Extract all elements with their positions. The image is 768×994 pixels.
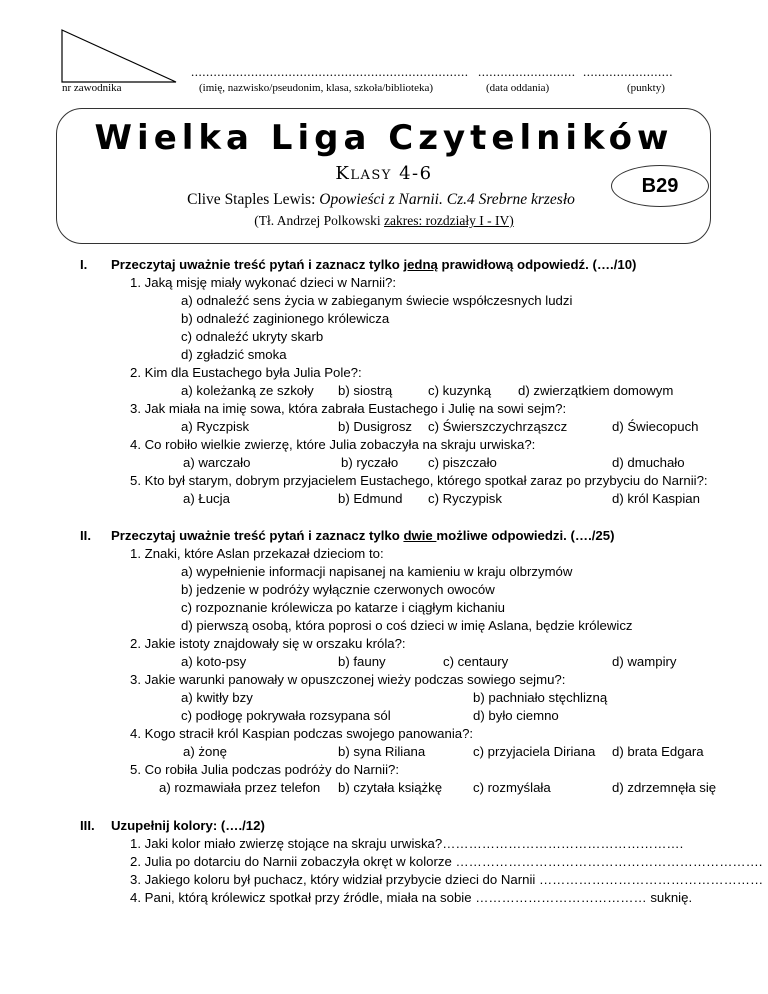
answer-option[interactable]: d) zgładzić smoka: [181, 347, 287, 362]
answer-option[interactable]: a) rozmawiała przez telefon: [159, 780, 321, 795]
section-3-numeral: III.: [80, 818, 95, 833]
answer-option[interactable]: a) odnaleźć sens życia w zabieganym świecie współczesnych ludzi: [181, 293, 573, 308]
answer-option[interactable]: c) piszczało: [428, 455, 497, 470]
page-title: Wielka Liga Czytelników: [94, 118, 674, 158]
answer-option[interactable]: b) syna Riliana: [338, 744, 426, 759]
section-2-instruction: [111, 528, 614, 544]
question: 2. Jakie istoty znajdowały się w orszaku króla?:: [130, 636, 406, 651]
scope: zakres: rozdziały I - IV): [384, 213, 514, 228]
answer-option[interactable]: d) brata Edgara: [612, 744, 704, 759]
instr-text: Przeczytaj uważnie treść pytań i zaznacz tylko: [111, 257, 404, 272]
answer-option[interactable]: a) Ryczpisk: [181, 419, 250, 434]
instr-points: możliwe odpowiedzi. (…./25): [436, 528, 615, 543]
answer-option[interactable]: a) koleżanką ze szkoły: [181, 383, 314, 398]
answer-option[interactable]: b) Dusigrosz: [338, 419, 413, 434]
question: 1. Jaką misję miały wykonać dzieci w Narnii?:: [130, 275, 397, 290]
instr-points: prawidłową odpowiedź. (…./10): [437, 257, 637, 272]
answer-option[interactable]: c) Ryczypisk: [428, 491, 502, 506]
instr-text: Przeczytaj uważnie treść pytań i zaznacz tylko: [111, 528, 404, 543]
answer-option[interactable]: a) wypełnienie informacji napisanej na kamieniu w kraju olbrzymów: [181, 564, 573, 579]
section-3-instruction: Uzupełnij kolory: (…./12): [111, 818, 265, 833]
book-author: Clive Staples Lewis:: [187, 191, 320, 208]
answer-option[interactable]: c) Świerszczychrząszcz: [428, 419, 568, 434]
fill-in-question[interactable]: 3. Jakiego koloru był puchacz, który widział przybycie dzieci do Narnii ……………………………………………: [130, 872, 764, 887]
answer-option[interactable]: c) podłogę pokrywała rozsypana sól: [181, 708, 391, 723]
answer-option[interactable]: c) odnaleźć ukryty skarb: [181, 329, 324, 344]
answer-option[interactable]: a) warczało: [183, 455, 251, 470]
question: 3. Jak miała na imię sowa, która zabrała Eustachego i Julię na sowi sejm?:: [130, 401, 567, 416]
question: 2. Kim dla Eustachego była Julia Pole?:: [130, 365, 362, 380]
answer-option[interactable]: d) wampiry: [612, 654, 677, 669]
quiz-code: B29: [641, 174, 679, 197]
section-1-numeral: I.: [80, 257, 88, 272]
points-field[interactable]: ........................: [583, 64, 673, 79]
answer-option[interactable]: b) siostrą: [338, 383, 393, 398]
answer-option[interactable]: b) czytała książkę: [338, 780, 443, 795]
answer-option[interactable]: d) zdrzemnęła się: [612, 780, 717, 795]
answer-option[interactable]: d) Świecopuch: [612, 419, 699, 434]
contestant-number-triangle: [60, 28, 180, 84]
answer-option[interactable]: b) odnaleźć zaginionego królewicza: [181, 311, 390, 326]
fill-in-question[interactable]: 1. Jaki kolor miało zwierzę stojące na skraju urwiska?……………………………………………….: [130, 836, 684, 851]
answer-option[interactable]: d) król Kaspian: [612, 491, 700, 506]
question: 3. Jakie warunki panowały w opuszczonej wieży podczas sowiego sejmu?:: [130, 672, 566, 687]
answer-option[interactable]: d) zwierzątkiem domowym: [518, 383, 674, 398]
quiz-code-badge: [611, 165, 709, 207]
answer-option[interactable]: a) koto-psy: [181, 654, 247, 669]
answer-option[interactable]: c) kuzynką: [428, 383, 492, 398]
answer-option[interactable]: c) centaury: [443, 654, 509, 669]
answer-option[interactable]: c) rozpoznanie królewicza po katarze i ciągłym kichaniu: [181, 600, 505, 615]
contestant-number-label: nr zawodnika: [62, 82, 122, 94]
book-title: Opowieści z Narnii. Cz.4 Srebrne krzesło: [319, 191, 575, 208]
instr-emphasis: jedną: [403, 257, 438, 272]
question: 5. Kto był starym, dobrym przyjacielem Eustachego, którego spotkał zaraz po przybyciu do Narnii?:: [130, 473, 708, 488]
section-1-instruction: [111, 257, 636, 273]
section-2-numeral: II.: [80, 528, 91, 543]
date-field-label: (data oddania): [486, 82, 550, 94]
translator: (Tł. Andrzej Polkowski: [254, 213, 385, 228]
question: 1. Znaki, które Aslan przekazał dzieciom to:: [130, 546, 384, 561]
name-field[interactable]: ..........................................................................: [191, 64, 469, 79]
fill-in-question[interactable]: 2. Julia po dotarciu do Narnii zobaczyła okręt w kolorze …………………………………………………………….: [130, 854, 763, 869]
answer-option[interactable]: d) dmuchało: [612, 455, 685, 470]
points-field-label: (punkty): [627, 82, 665, 94]
answer-option[interactable]: d) było ciemno: [473, 708, 559, 723]
answer-option[interactable]: d) pierwszą osobą, która poprosi o coś dzieci w imię Aslana, będzie królewicz: [181, 618, 633, 633]
translation-info: [0, 213, 768, 229]
name-field-label: (imię, nazwisko/pseudonim, klasa, szkoła/biblioteka): [199, 82, 434, 94]
answer-option[interactable]: a) kwitły bzy: [181, 690, 253, 705]
date-field[interactable]: ..........................: [478, 64, 576, 79]
question: 5. Co robiła Julia podczas podróży do Narnii?:: [130, 762, 400, 777]
answer-option[interactable]: c) rozmyślała: [473, 780, 551, 795]
fill-in-question[interactable]: 4. Pani, którą królewicz spotkał przy źródle, miała na sobie ………………………………… suknię.: [130, 890, 693, 905]
question: 4. Co robiło wielkie zwierzę, które Julia zobaczyła na skraju urwiska?:: [130, 437, 536, 452]
answer-option[interactable]: a) żonę: [183, 744, 227, 759]
grade-label: Klasy 4-6: [335, 163, 433, 184]
answer-option[interactable]: b) fauny: [338, 654, 386, 669]
answer-option[interactable]: a) Łucja: [183, 491, 230, 506]
answer-option[interactable]: b) jedzenie w podróży wyłącznie czerwonych owoców: [181, 582, 495, 597]
answer-option[interactable]: b) pachniało stęchlizną: [473, 690, 608, 705]
answer-option[interactable]: b) ryczało: [341, 455, 399, 470]
answer-option[interactable]: c) przyjaciela Diriana: [473, 744, 596, 759]
answer-option[interactable]: b) Edmund: [338, 491, 403, 506]
question: 4. Kogo stracił król Kaspian podczas swojego panowania?:: [130, 726, 474, 741]
instr-emphasis: dwie: [403, 528, 437, 543]
